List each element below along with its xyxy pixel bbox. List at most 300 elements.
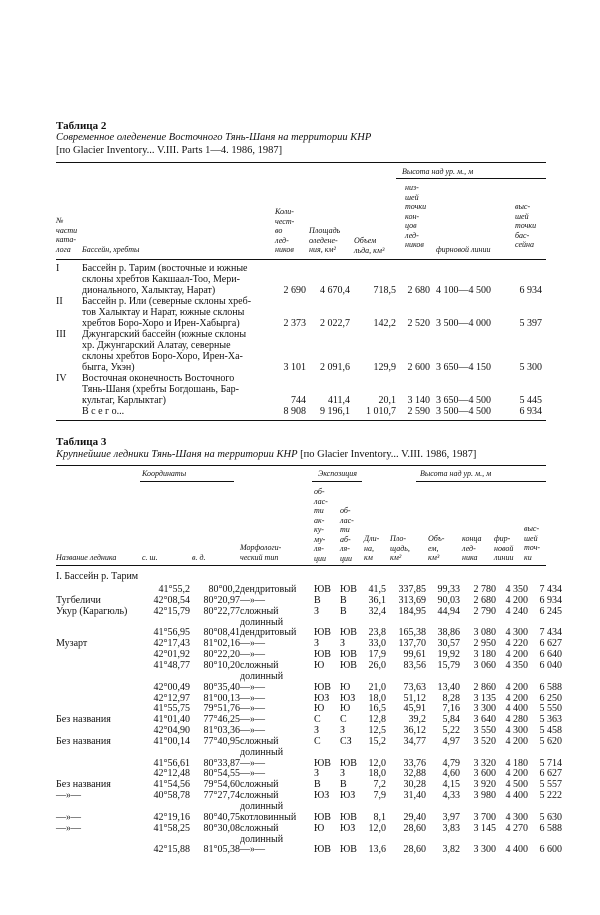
table3-cell-length: 12,0 — [368, 822, 386, 834]
table3-cell-area: 28,60 — [403, 822, 426, 834]
table3-cell-lat: 41°56,61 — [153, 757, 190, 769]
table3-cell-lon: 81°03,36 — [203, 725, 240, 737]
table3-cell-high-alt: 6 627 — [539, 638, 562, 650]
table3-cell-lat: 42°00,49 — [153, 681, 190, 693]
table3-cell-glacier-name: Музарт — [56, 638, 88, 650]
table3-cell-lon: 77°40,95 — [203, 735, 240, 747]
table2-row-lowest: 2 520 — [407, 318, 430, 329]
table3-cell-lon: 80°10,20 — [203, 659, 240, 671]
table3-cell-high-alt: 6 640 — [539, 649, 562, 661]
table-row — [56, 659, 562, 671]
table3-cell-exposure-accum: ЮВ — [314, 627, 331, 639]
table2-row-area: 2 091,6 — [320, 362, 350, 373]
table3-cell-lat: 41°55,75 — [153, 703, 190, 715]
table3-cell-morph-type: сложный — [240, 779, 279, 791]
table-row — [56, 605, 562, 617]
table3-cell-area: 184,95 — [398, 605, 426, 617]
table3-cell-high-alt: 5 630 — [539, 811, 562, 823]
table2-header-num: № части ката- лога — [56, 216, 78, 254]
table2-row-num: IV — [56, 373, 67, 384]
table3-cell-volume: 4,79 — [442, 757, 460, 769]
table-row — [56, 725, 562, 737]
table3-cell-lat: 40°58,78 — [153, 790, 190, 802]
table3-cell-exposure-accum: З — [314, 725, 320, 737]
table2-header-lowest: низ- шей точки кон- цов лед- ников — [405, 183, 427, 249]
table2-row-highest: 5 300 — [519, 362, 542, 373]
table3-top-rule — [56, 465, 546, 466]
table3-cell-lon: 80°22,77 — [203, 605, 240, 617]
table3-cell-lat: 41°58,25 — [153, 822, 190, 834]
table3-section-title: I. Бассейн р. Тарим — [56, 571, 139, 582]
table3-cell-volume: 7,16 — [442, 703, 460, 715]
table3-cell-length: 12,8 — [368, 714, 386, 726]
table3-cell-high-alt: 5 458 — [539, 725, 562, 737]
table3-cell-exposure-accum: ЮЗ — [314, 692, 330, 704]
table3-cell-area: 137,70 — [398, 638, 426, 650]
table3-cell-glacier-name: —»— — [56, 822, 81, 834]
table3-cell-morph-type: —»— — [240, 725, 265, 737]
table3-cell-volume: 30,57 — [437, 638, 460, 650]
table3-cell-exposure-ablat: С — [340, 714, 347, 726]
table3-cell-exposure-accum: ЮВ — [314, 649, 331, 661]
table3-cell-exposure-ablat: ЮВ — [340, 627, 357, 639]
table3-cell-area: 99,61 — [403, 649, 426, 661]
table3-cell-lon: 80°08,41 — [203, 627, 240, 639]
table3-cell-glacier-name: —»— — [56, 790, 81, 802]
table3-cell-lon: 80°30,08 — [203, 822, 240, 834]
table3-cell-area: 39,2 — [408, 714, 426, 726]
table-row — [56, 714, 562, 726]
table3-cell-exposure-ablat: В — [340, 605, 347, 617]
table2-row-firn: 3 500—4 000 — [436, 318, 491, 329]
table3-cell-morph-type: долинный — [240, 616, 284, 628]
table3-header-lat: с. ш. — [142, 553, 158, 562]
table3-cell-lat: 42°15,88 — [153, 844, 190, 856]
table-row — [56, 779, 562, 791]
table3-cell-lat: 42°04,90 — [153, 725, 190, 737]
table-row — [56, 801, 546, 812]
table3-cell-exposure-ablat: ЮВ — [340, 844, 357, 856]
table3-cell-high-alt: 5 714 — [539, 757, 562, 769]
table3-cell-glacier-name: Укур (Карагюль) — [56, 605, 128, 617]
table3-cell-length: 16,5 — [368, 703, 386, 715]
table2-row-lowest: 2 680 — [407, 285, 430, 296]
table3-header-length: Дли- на, км — [364, 534, 380, 562]
table3-cell-firn-alt: 4 200 — [505, 735, 528, 747]
table3-cell-end-alt: 3 700 — [473, 811, 496, 823]
table3-cell-firn-alt: 4 300 — [505, 811, 528, 823]
table3-cell-lat: 42°01,92 — [153, 649, 190, 661]
table2-row-basin: Восточная оконечность Восточного Тянь-Шаня (хребты Богдошань, Бар- культаг, Карлыктаг) — [82, 373, 239, 406]
table3-cell-exposure-accum: ЮВ — [314, 811, 331, 823]
table3-exposure-rule — [312, 481, 362, 482]
table3-cell-length: 32,4 — [368, 605, 386, 617]
table3-cell-firn-alt: 4 240 — [505, 605, 528, 617]
table3-cell-lon: 80°33,87 — [203, 757, 240, 769]
table3-cell-lon: 79°54,60 — [203, 779, 240, 791]
table2-row-highest: 5 445 — [519, 395, 542, 406]
table3-cell-volume: 15,79 — [437, 659, 460, 671]
table3-cell-exposure-ablat: ЮВ — [340, 757, 357, 769]
table3-cell-glacier-name: Без названия — [56, 779, 111, 791]
table3-cell-morph-type: сложный — [240, 659, 279, 671]
table-row — [56, 692, 562, 704]
table2-row-highest: 5 397 — [519, 318, 542, 329]
table2-altitude-rule — [396, 178, 546, 179]
table2-row-basin: Джунгарский бассейн (южные склоны хр. Джунгарский Алатау, северные склоны хребтов Боро-Хоро, Ирен-Ха- быrга, Укэн) — [82, 329, 247, 373]
table3-cell-morph-type: сложный — [240, 822, 279, 834]
table3-cell-volume: 38,86 — [437, 627, 460, 639]
table3-cell-end-alt: 3 550 — [473, 725, 496, 737]
table3-cell-length: 36,1 — [368, 594, 386, 606]
table3-cell-high-alt: 7 434 — [539, 627, 562, 639]
table3-cell-high-alt: 6 250 — [539, 692, 562, 704]
table3-cell-lon: 80°00,2 — [208, 584, 240, 595]
table2-total-lowest: 2 590 — [407, 406, 430, 417]
table2-header-rule — [56, 259, 546, 260]
table3-cell-firn-alt: 4 200 — [505, 692, 528, 704]
table2-total-area: 9 196,1 — [320, 406, 350, 417]
table3-cell-morph-type: долинный — [240, 746, 284, 758]
table2-row-count: 744 — [291, 395, 306, 406]
table3-cell-end-alt: 2 780 — [473, 584, 496, 595]
table3-cell-exposure-ablat: ЮЗ — [340, 790, 356, 802]
table3-coords-rule — [140, 481, 234, 482]
table3-cell-lon: 80°54,55 — [203, 768, 240, 780]
table2-total-firn: 3 500—4 500 — [436, 406, 491, 417]
table3-cell-morph-type: —»— — [240, 594, 265, 606]
table2-row-firn: 3 650—4 500 — [436, 395, 491, 406]
table-row — [56, 790, 562, 802]
table2-row-count: 2 373 — [283, 318, 306, 329]
table3-cell-exposure-ablat: СЗ — [340, 735, 352, 747]
table3-cell-length: 17,9 — [368, 649, 386, 661]
table3-cell-morph-type: долинный — [240, 833, 284, 845]
table3-cell-exposure-accum: В — [314, 779, 321, 791]
table3-cell-morph-type: —»— — [240, 757, 265, 769]
table3-cell-exposure-ablat: Ю — [340, 703, 351, 715]
table-row — [56, 834, 546, 845]
table-row — [56, 594, 562, 606]
table2-body — [56, 263, 546, 418]
table3-cell-exposure-accum: С — [314, 735, 321, 747]
table-row — [56, 844, 562, 856]
table2-top-rule — [56, 162, 546, 163]
table3-cell-firn-alt: 4 200 — [505, 768, 528, 780]
table3-cell-exposure-ablat: ЮВ — [340, 659, 357, 671]
table-row — [56, 671, 546, 682]
table3-cell-morph-type: —»— — [240, 703, 265, 715]
table3-cell-lat: 42°17,43 — [153, 638, 190, 650]
table3-cell-lon: 81°00,13 — [203, 692, 240, 704]
table3-cell-lat: 41°00,14 — [153, 735, 190, 747]
table-row — [56, 735, 562, 747]
table3-cell-lon: 77°46,25 — [203, 714, 240, 726]
table3-cell-firn-alt: 4 220 — [505, 638, 528, 650]
table3-cell-high-alt: 6 600 — [539, 844, 562, 856]
table2-row-volume: 129,9 — [373, 362, 396, 373]
table-row — [56, 681, 562, 693]
table3-cell-high-alt: 6 588 — [539, 681, 562, 693]
table3-cell-exposure-accum: ЮВ — [314, 757, 331, 769]
table3-cell-area: 45,91 — [403, 703, 426, 715]
table3-cell-firn-alt: 4 400 — [505, 703, 528, 715]
table3-cell-exposure-ablat: ЮЗ — [340, 692, 356, 704]
table3-cell-length: 18,0 — [368, 768, 386, 780]
table2-header-count: Коли- чест- во лед- ников — [275, 207, 295, 254]
table2-label: Таблица 2 — [56, 120, 107, 132]
table3-cell-end-alt: 3 080 — [473, 627, 496, 639]
table2-row-count: 3 101 — [283, 362, 306, 373]
table2-header-volume: Объем льда, км³ — [354, 236, 385, 255]
table3-cell-area: 29,40 — [403, 811, 426, 823]
table-row — [56, 747, 546, 758]
table3-cell-morph-type: —»— — [240, 844, 265, 856]
table3-header-altitude: Высота над ур. м., м — [420, 469, 492, 478]
table3-cell-lat: 42°12,97 — [153, 692, 190, 704]
table3-cell-lat: 41°54,56 — [153, 779, 190, 791]
table3-cell-end-alt: 2 680 — [473, 594, 496, 606]
table3-cell-lat: 41°55,2 — [158, 584, 190, 595]
table2-total-volume: 1 010,7 — [366, 406, 396, 417]
table3-cell-length: 23,8 — [368, 627, 386, 639]
table3-label: Таблица 3 — [56, 436, 107, 448]
table3-cell-firn-alt: 4 180 — [505, 757, 528, 769]
table3-cell-exposure-accum: З — [314, 605, 320, 617]
table-row — [56, 627, 562, 639]
table3-cell-exposure-ablat: В — [340, 779, 347, 791]
table3-cell-area: 165,38 — [398, 627, 426, 639]
table3-cell-volume: 44,94 — [437, 605, 460, 617]
table3-cell-morph-type: —»— — [240, 681, 265, 693]
table3-cell-area: 83,56 — [403, 659, 426, 671]
table3-cell-end-alt: 3 320 — [473, 757, 496, 769]
table2-row-volume: 142,2 — [373, 318, 396, 329]
table3-cell-exposure-accum: З — [314, 768, 320, 780]
table3-cell-volume: 4,15 — [442, 779, 460, 791]
table3-cell-exposure-ablat: Ю — [340, 681, 351, 693]
table-row — [56, 638, 562, 650]
table3-cell-glacier-name: Без названия — [56, 714, 111, 726]
table3-cell-end-alt: 3 980 — [473, 790, 496, 802]
table3-cell-firn-alt: 4 350 — [505, 584, 528, 595]
table3-cell-glacier-name: —»— — [56, 811, 81, 823]
table3-cell-lon: 80°40,75 — [203, 811, 240, 823]
table3-cell-exposure-accum: Ю — [314, 822, 325, 834]
table3-cell-volume: 3,82 — [442, 844, 460, 856]
table3-header-lon: в. д. — [192, 553, 206, 562]
table3-cell-morph-type: котловинный — [240, 811, 297, 823]
table3-cell-exposure-ablat: ЮЗ — [340, 822, 356, 834]
table2-row-area: 411,4 — [327, 395, 350, 406]
table3-cell-end-alt: 3 180 — [473, 649, 496, 661]
table3-cell-length: 12,5 — [368, 725, 386, 737]
table2-source: [по Glacier Inventory... V.III. Parts 1—4. 1986, 1987] — [56, 145, 283, 156]
table3-cell-morph-type: долинный — [240, 670, 284, 682]
table2-header-basin: Бассейн, хребты — [82, 245, 140, 254]
table3-cell-exposure-ablat: З — [340, 638, 346, 650]
table3-title: Крупнейшие ледники Тянь-Шаня на территории КНР [по Glacier Inventory... V.III. 1986, 1987] — [56, 449, 477, 460]
table3-cell-morph-type: —»— — [240, 768, 265, 780]
table3-cell-exposure-ablat: З — [340, 725, 346, 737]
table3-cell-firn-alt: 4 400 — [505, 790, 528, 802]
table3-cell-firn-alt: 4 400 — [505, 844, 528, 856]
table3-cell-firn-alt: 4 270 — [505, 822, 528, 834]
table3-cell-lon: 80°35,40 — [203, 681, 240, 693]
table3-header-name: Название ледника — [56, 553, 117, 562]
table3-cell-length: 18,0 — [368, 692, 386, 704]
table3-cell-exposure-ablat: З — [340, 768, 346, 780]
table3-cell-firn-alt: 4 300 — [505, 627, 528, 639]
table3-cell-high-alt: 6 588 — [539, 822, 562, 834]
table3-cell-high-alt: 6 245 — [539, 605, 562, 617]
table3-cell-morph-type: —»— — [240, 692, 265, 704]
table3-cell-area: 33,76 — [403, 757, 426, 769]
table2-header-area: Площадь оледене- ния, км² — [309, 226, 341, 254]
table3-cell-end-alt: 3 060 — [473, 659, 496, 671]
table3-cell-area: 28,60 — [403, 844, 426, 856]
table3-cell-area: 34,77 — [403, 735, 426, 747]
table3-cell-end-alt: 2 790 — [473, 605, 496, 617]
table2-row-area: 4 670,4 — [320, 285, 350, 296]
table3-cell-area: 337,85 — [398, 584, 426, 595]
table3-cell-length: 13,6 — [368, 844, 386, 856]
table3-cell-lon: 77°27,74 — [203, 790, 240, 802]
table3-cell-firn-alt: 4 200 — [505, 594, 528, 606]
table3-cell-high-alt: 6 934 — [539, 594, 562, 606]
table3-header-volume: Объ- ем, км³ — [428, 534, 445, 562]
table3-cell-length: 7,9 — [373, 790, 386, 802]
table3-cell-area: 31,40 — [403, 790, 426, 802]
table3-cell-morph-type: сложный — [240, 735, 279, 747]
table3-cell-exposure-ablat: ЮВ — [340, 811, 357, 823]
table3-cell-exposure-ablat: В — [340, 594, 347, 606]
table3-cell-firn-alt: 4 350 — [505, 659, 528, 671]
table2-row-firn: 4 100—4 500 — [436, 285, 491, 296]
table3-cell-area: 30,28 — [403, 779, 426, 791]
table3-cell-morph-type: долинный — [240, 801, 284, 812]
table3-header-firn: фир- новой линии — [494, 534, 514, 562]
table3-cell-exposure-accum: ЮЗ — [314, 790, 330, 802]
table3-cell-lon: 79°51,76 — [203, 703, 240, 715]
table3-cell-volume: 19,92 — [437, 649, 460, 661]
table3-cell-length: 12,0 — [368, 757, 386, 769]
table3-cell-morph-type: сложный — [240, 605, 279, 617]
table3-header-ablat: об- лас- ти аб- ля- ции — [340, 506, 354, 563]
table3-cell-length: 21,0 — [368, 681, 386, 693]
table3-cell-firn-alt: 4 200 — [505, 649, 528, 661]
table3-cell-volume: 4,60 — [442, 768, 460, 780]
table3-cell-lon: 80°22,20 — [203, 649, 240, 661]
table2-row-lowest: 3 140 — [407, 395, 430, 406]
table3-cell-area: 73,63 — [403, 681, 426, 693]
table2-row-num: III — [56, 329, 66, 340]
table3-cell-lat: 42°12,48 — [153, 768, 190, 780]
table3-cell-end-alt: 3 300 — [473, 844, 496, 856]
table-row — [56, 757, 562, 769]
table3-cell-morph-type: дендритовый — [240, 627, 297, 639]
table3-header-exposure: Экспозиция — [318, 469, 357, 478]
table3-cell-volume: 5,84 — [442, 714, 460, 726]
table3-cell-lat: 41°48,77 — [153, 659, 190, 671]
table3-cell-lon: 81°02,16 — [203, 638, 240, 650]
table3-header-high: выс- шей точ- ки — [524, 524, 541, 562]
table3-cell-lat: 41°01,40 — [153, 714, 190, 726]
table3-cell-high-alt: 6 627 — [539, 768, 562, 780]
table3-cell-exposure-ablat: ЮВ — [340, 649, 357, 661]
table3-cell-firn-alt: 4 300 — [505, 725, 528, 737]
table3-cell-morph-type: —»— — [240, 649, 265, 661]
table3-cell-area: 51,12 — [403, 692, 426, 704]
table-row — [56, 768, 562, 780]
table3-cell-morph-type: сложный — [240, 790, 279, 802]
table2-total-count: 8 908 — [283, 406, 306, 417]
table-row — [56, 703, 562, 715]
table2-row-volume: 20,1 — [378, 395, 396, 406]
table3-header-rule — [56, 565, 546, 566]
table3-cell-length: 8,1 — [373, 811, 386, 823]
table3-cell-volume: 3,97 — [442, 811, 460, 823]
table3-cell-volume: 5,22 — [442, 725, 460, 737]
table3-cell-morph-type: —»— — [240, 638, 265, 650]
table3-cell-length: 33,0 — [368, 638, 386, 650]
table3-cell-glacier-name: Тугбеличи — [56, 594, 101, 606]
table2-bottom-rule — [56, 420, 546, 421]
table3-cell-exposure-accum: Ю — [314, 703, 325, 715]
table3-cell-volume: 99,33 — [437, 584, 460, 595]
table3-header-coords: Координаты — [142, 469, 187, 478]
table3-cell-lon: 81°05,38 — [203, 844, 240, 856]
table2-row-area: 2 022,7 — [320, 318, 350, 329]
table2-row-basin: Бассейн р. Или (северные склоны хреб- тов Халыктау и Нарат, южные склоны хребтов Боро-Хоро и Ирен-Хабырга) — [82, 296, 252, 329]
table3-cell-length: 15,2 — [368, 735, 386, 747]
table2-total-highest: 6 934 — [519, 406, 542, 417]
table2-row-volume: 718,5 — [373, 285, 396, 296]
table3-cell-high-alt: 5 222 — [539, 790, 562, 802]
table-row — [56, 584, 562, 595]
table3-cell-exposure-accum: ЮВ — [314, 844, 331, 856]
table2-row-lowest: 2 600 — [407, 362, 430, 373]
table3-cell-lat: 42°19,16 — [153, 811, 190, 823]
table-row — [56, 822, 562, 834]
table3-cell-end-alt: 3 520 — [473, 735, 496, 747]
table3-cell-exposure-accum: З — [314, 638, 320, 650]
table3-cell-area: 313,69 — [398, 594, 426, 606]
table2-total-label: В с е г о... — [82, 406, 125, 417]
table3-cell-exposure-ablat: ЮВ — [340, 584, 357, 595]
table3-cell-area: 32,88 — [403, 768, 426, 780]
table3-cell-length: 7,2 — [373, 779, 386, 791]
table3-cell-high-alt: 6 040 — [539, 659, 562, 671]
table3-cell-area: 36,12 — [403, 725, 426, 737]
table3-cell-volume: 4,97 — [442, 735, 460, 747]
table3-cell-high-alt: 5 363 — [539, 714, 562, 726]
table3-cell-lat: 42°15,79 — [153, 605, 190, 617]
table3-cell-volume: 8,28 — [442, 692, 460, 704]
table3-cell-high-alt: 7 434 — [539, 584, 562, 595]
table3-cell-length: 26,0 — [368, 659, 386, 671]
table2-row-num: II — [56, 296, 63, 307]
table3-cell-high-alt: 5 550 — [539, 703, 562, 715]
table3-cell-exposure-accum: ЮВ — [314, 681, 331, 693]
table3-cell-volume: 4,33 — [442, 790, 460, 802]
table3-cell-end-alt: 3 600 — [473, 768, 496, 780]
table-row — [56, 811, 562, 823]
table3-cell-exposure-accum: С — [314, 714, 321, 726]
table3-cell-high-alt: 5 620 — [539, 735, 562, 747]
table3-cell-end-alt: 3 145 — [473, 822, 496, 834]
table3-cell-lat: 42°08,54 — [153, 594, 190, 606]
